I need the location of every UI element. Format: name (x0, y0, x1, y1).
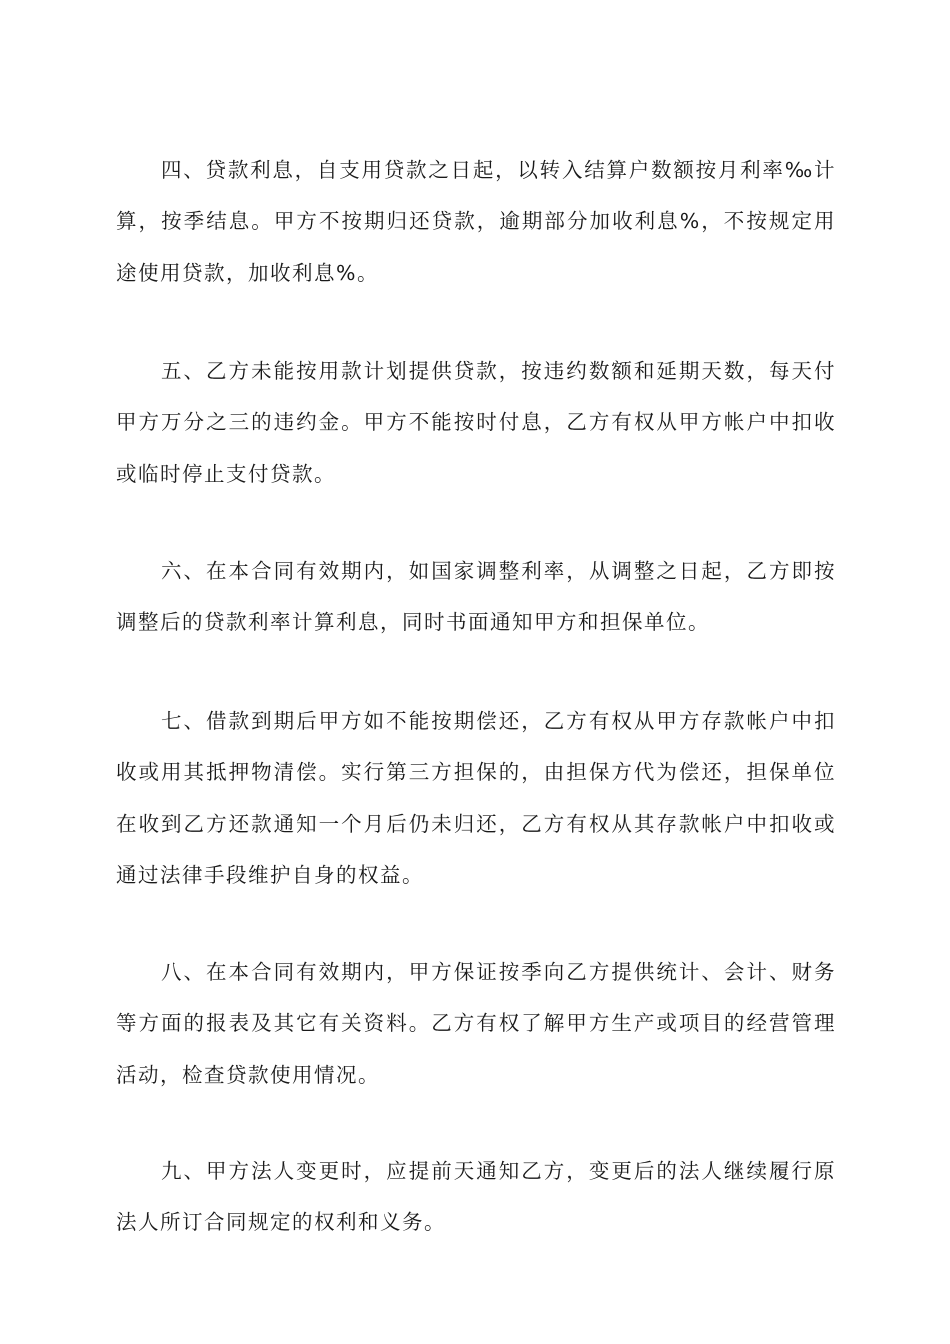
clause-six-paragraph: 六、在本合同有效期内，如国家调整利率，从调整之日起，乙方即按调整后的贷款利率计算利息，同时书面通知甲方和担保单位。 (116, 559, 836, 635)
clause-four-paragraph: 四、贷款利息，自支用贷款之日起，以转入结算户数额按月利率‰计算，按季结息。甲方不按期归还贷款，逾期部分加收利息%，不按规定用途使用贷款，加收利息%。 (116, 158, 836, 285)
clause-nine-paragraph: 九、甲方法人变更时，应提前天通知乙方，变更后的法人继续履行原法人所订合同规定的权利和义务。 (116, 1159, 836, 1235)
clause-eight-paragraph: 八、在本合同有效期内，甲方保证按季向乙方提供统计、会计、财务等方面的报表及其它有关资料。乙方有权了解甲方生产或项目的经营管理活动，检查贷款使用情况。 (116, 960, 836, 1087)
clause-seven-paragraph: 七、借款到期后甲方如不能按期偿还，乙方有权从甲方存款帐户中扣收或用其抵押物清偿。实行第三方担保的，由担保方代为偿还，担保单位在收到乙方还款通知一个月后仍未归还，乙方有权从其存款帐户中扣收或通过法律手段维护自身的权益。 (116, 709, 836, 887)
clause-five-paragraph: 五、乙方未能按用款计划提供贷款，按违约数额和延期天数，每天付甲方万分之三的违约金。甲方不能按时付息，乙方有权从甲方帐户中扣收或临时停止支付贷款。 (116, 359, 836, 486)
